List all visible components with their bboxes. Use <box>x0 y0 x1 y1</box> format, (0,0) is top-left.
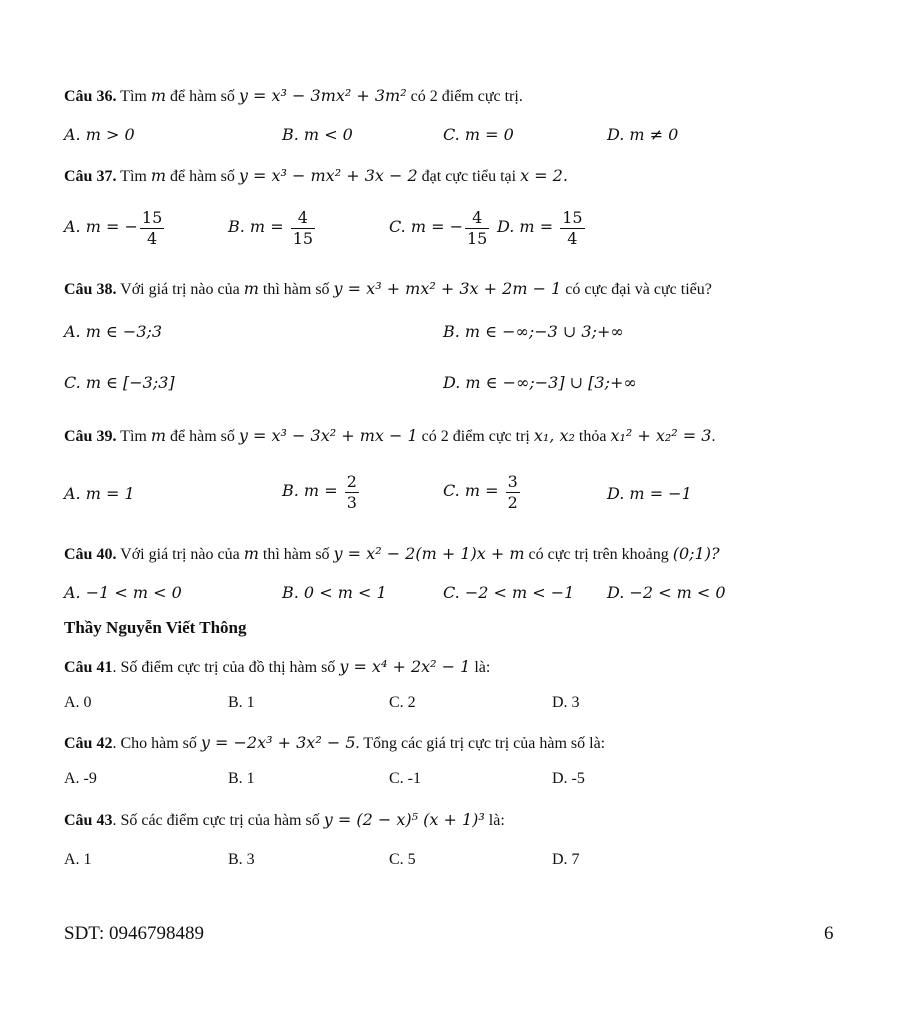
footer-phone: SDT: 0946798489 <box>64 923 204 944</box>
fraction: $\frac{2}{3}$ <box>346 472 357 512</box>
option-c: C. 2 <box>389 694 416 711</box>
question-38: Câu 38. Với giá trị nào của m thì hàm số y = x³ + mx² + 3x + 2m − 1 có cực đại và cực tiểu? <box>64 279 712 298</box>
option-d: D. m ≠ 0 <box>607 125 679 144</box>
option-c: C. -1 <box>389 770 421 787</box>
option-d: D. 3 <box>552 694 580 711</box>
formula: y = x³ − 3x² + mx − 1 <box>238 426 418 445</box>
fraction: $\frac{15}{4}$ <box>141 208 163 248</box>
option-d: D. m = −1 <box>607 484 692 503</box>
page-number: 6 <box>824 923 834 944</box>
option-d: D. -5 <box>552 770 585 787</box>
option-a: A. 1 <box>64 851 92 868</box>
option-d: D. 7 <box>552 851 580 868</box>
option-b: B. 1 <box>228 770 255 787</box>
option-c: C. m = − $\frac{4}{15}$ <box>389 208 488 248</box>
formula: y = x³ − 3mx² + 3m² <box>238 86 407 105</box>
question-label: Câu 36. <box>64 88 117 105</box>
question-label: Câu 40. <box>64 546 117 563</box>
fraction: $\frac{15}{4}$ <box>562 208 583 248</box>
option-d: D. m ∈ −∞;−3] ∪ [3;+∞ <box>443 373 637 392</box>
option-b: B. m ∈ −∞;−3 ∪ 3;+∞ <box>443 322 624 341</box>
option-d: D. −2 < m < 0 <box>607 583 726 602</box>
question-43: Câu 43. Số các điểm cực trị của hàm số y = (2 − x)⁵ (x + 1)³ là: <box>64 810 505 829</box>
question-label: Câu 39. <box>64 428 117 445</box>
question-label: Câu 42 <box>64 735 113 752</box>
formula: y = x³ − mx² + 3x − 2 <box>238 166 418 185</box>
option-a: A. 0 <box>64 694 92 711</box>
question-label: Câu 41 <box>64 659 113 676</box>
question-label: Câu 43 <box>64 812 113 829</box>
option-a: A. m ∈ −3;3 <box>64 322 163 341</box>
question-40: Câu 40. Với giá trị nào của m thì hàm số y = x² − 2(m + 1)x + m có cực trị trên khoảng (0;1)? <box>64 544 720 563</box>
option-b: B. 0 < m < 1 <box>282 583 387 602</box>
option-c: C. m = 0 <box>443 125 514 144</box>
option-a: A. m = 1 <box>64 484 135 503</box>
question-label: Câu 38. <box>64 281 117 298</box>
option-a: A. -9 <box>64 770 97 787</box>
option-c: C. m ∈ [−3;3] <box>64 373 175 392</box>
option-a: A. −1 < m < 0 <box>64 583 182 602</box>
option-c: C. −2 < m < −1 <box>443 583 575 602</box>
formula: y = −2x³ + 3x² − 5 <box>200 733 356 752</box>
option-b: B. 1 <box>228 694 255 711</box>
option-b: B. 3 <box>228 851 255 868</box>
question-37: Câu 37. Tìm m để hàm số y = x³ − mx² + 3x − 2 đạt cực tiểu tại x = 2. <box>64 166 568 185</box>
formula: y = x⁴ + 2x² − 1 <box>339 657 471 676</box>
fraction: $\frac{3}{2}$ <box>507 472 518 512</box>
option-a: A. m > 0 <box>64 125 135 144</box>
formula: y = x² − 2(m + 1)x + m <box>333 544 525 563</box>
question-label: Câu 37. <box>64 168 117 185</box>
option-b: B. m < 0 <box>282 125 353 144</box>
option-d: D. m = $\frac{15}{4}$ <box>497 208 583 248</box>
option-c: C. m = $\frac{3}{2}$ <box>443 472 518 512</box>
fraction: $\frac{4}{15}$ <box>292 208 314 248</box>
formula: y = (2 − x)⁵ (x + 1)³ <box>323 810 485 829</box>
question-36: Câu 36. Tìm m để hàm số y = x³ − 3mx² + 3m² có 2 điểm cực trị. <box>64 86 523 105</box>
option-b: B. m = $\frac{2}{3}$ <box>282 472 357 512</box>
question-42: Câu 42. Cho hàm số y = −2x³ + 3x² − 5. Tổng các giá trị cực trị của hàm số là: <box>64 733 606 752</box>
option-b: B. m = $\frac{4}{15}$ <box>228 208 314 248</box>
fraction: $\frac{4}{15}$ <box>467 208 488 248</box>
question-39: Câu 39. Tìm m để hàm số y = x³ − 3x² + mx − 1 có 2 điểm cực trị x₁, x₂ thỏa x₁² + x₂² = 3. <box>64 426 716 445</box>
formula: y = x³ + mx² + 3x + 2m − 1 <box>333 279 562 298</box>
option-a: A. m = − $\frac{15}{4}$ <box>64 208 163 248</box>
question-41: Câu 41. Số điểm cực trị của đồ thị hàm số y = x⁴ + 2x² − 1 là: <box>64 657 491 676</box>
section-heading: Thầy Nguyễn Viết Thông <box>64 618 247 637</box>
option-c: C. 5 <box>389 851 416 868</box>
